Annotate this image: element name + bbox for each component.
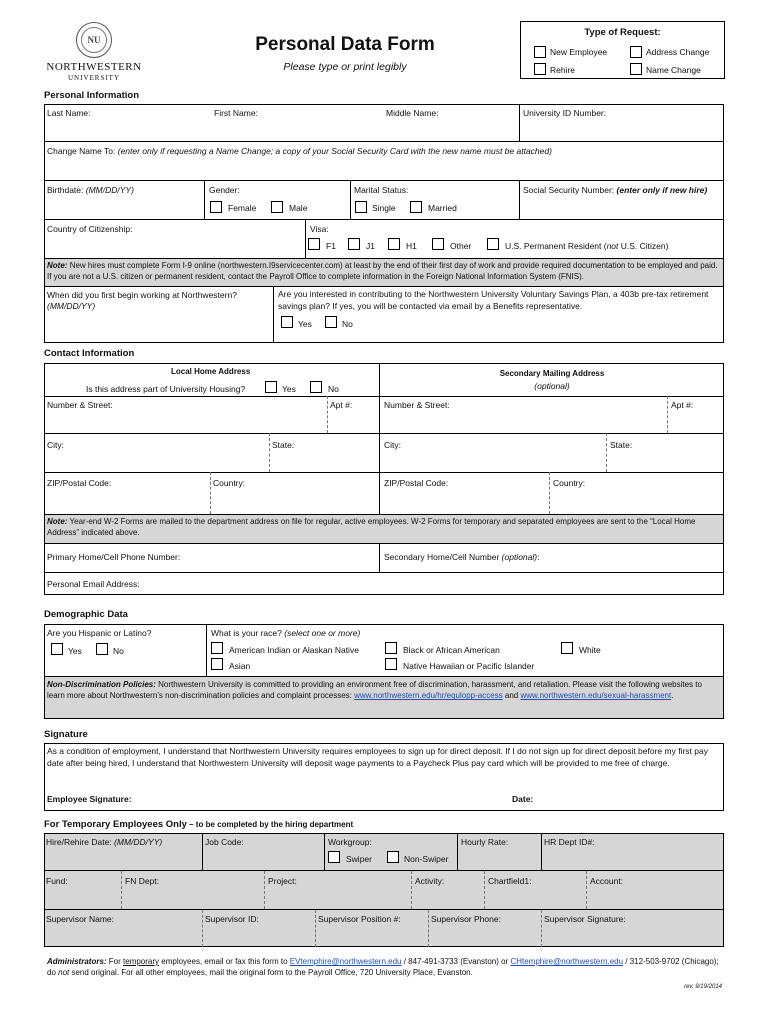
white-checkbox[interactable]: [561, 642, 573, 654]
project-label: Project:: [268, 876, 297, 886]
sexual-harassment-link[interactable]: www.northwestern.edu/sexual-harassment: [520, 691, 672, 701]
visa-other-checkbox[interactable]: [432, 238, 444, 250]
secondary-zip-label: ZIP/Postal Code:: [384, 478, 449, 488]
middle-name-label: Middle Name:: [386, 108, 439, 118]
female-checkbox[interactable]: [210, 201, 222, 213]
american-indian-label: American Indian or Alaskan Native: [229, 645, 359, 655]
northwestern-logo: [44, 22, 144, 83]
savings-plan-question: Are you interested in contributing to the Northwestern University Voluntary Savings Plan, a 403b pre-tax retirement savings plan? If yes, you will be contacted via email by a Benefits representative.: [278, 289, 709, 311]
nondiscrimination-note: Non-Discrimination Policies: Northwestern University is committed to providing an environment free of discrimination, harassment, and retaliation. Please visit the following websites to learn more about Northwestern’s non-discrimination policies and complaint processes: www.northwestern.edu/hr/equlopp-access and www.northwestern.edu/sexual-harassment.: [47, 680, 702, 701]
non-swiper-checkbox[interactable]: [387, 851, 399, 863]
university-seal-icon: NU: [76, 22, 112, 58]
male-label: Male: [289, 203, 308, 213]
demographic-heading: Demographic Data: [44, 609, 128, 620]
name-change-label: Name Change: [646, 65, 701, 75]
temporary-heading: For Temporary Employees Only – to be completed by the hiring department: [44, 819, 354, 830]
fund-label: Fund:: [46, 876, 68, 886]
personal-email-label: Personal Email Address:: [47, 579, 140, 589]
visa-f1-checkbox[interactable]: [308, 238, 320, 250]
single-label: Single: [372, 203, 396, 213]
activity-label: Activity:: [415, 876, 445, 886]
housing-yes-checkbox[interactable]: [265, 381, 277, 393]
first-name-label: First Name:: [214, 108, 258, 118]
citizenship-label: Country of Citizenship:: [47, 224, 133, 234]
local-city-label: City:: [47, 440, 64, 450]
hawaiian-checkbox[interactable]: [385, 658, 397, 670]
request-type-box: [520, 21, 725, 79]
hire-date-label: Hire/Rehire Date: (MM/DD/YY): [46, 837, 163, 847]
black-label: Black or African American: [403, 645, 500, 655]
local-address-title: Local Home Address: [171, 367, 251, 376]
hr-dept-id-label: HR Dept ID#:: [544, 837, 595, 847]
personal-info-heading: Personal Information: [44, 90, 140, 101]
secondary-street-label: Number & Street:: [384, 400, 450, 410]
gender-label: Gender:: [209, 185, 240, 195]
hispanic-yes-label: Yes: [68, 646, 82, 656]
marital-status-label: Marital Status:: [354, 185, 409, 195]
local-street-label: Number & Street:: [47, 400, 113, 410]
signature-date-label: Date:: [512, 794, 534, 804]
visa-h1-label: H1: [406, 241, 417, 251]
ssn-label: Social Security Number: (enter only if new hire): [523, 185, 708, 195]
visa-other-label: Other: [450, 241, 472, 251]
i9-note: Note: New hires must complete Form I-9 online (northwestern.I9servicecenter.com) at least by the end of their first day of work and provide required documentation to be employed and paid. If you are not a U.S. citizen or permanent resident, contact the Payroll Office to complete information in the Foreign National Information System (FNIS).: [47, 261, 718, 282]
race-question: What is your race? (select one or more): [211, 628, 361, 638]
evanston-email-link[interactable]: EVtemphire@northwestern.edu: [289, 957, 402, 966]
swiper-label: Swiper: [346, 854, 372, 864]
workgroup-label: Workgroup:: [328, 837, 372, 847]
white-label: White: [579, 645, 601, 655]
new-employee-checkbox[interactable]: [534, 46, 546, 58]
change-name-label: Change Name To: (enter only if requesting a Name Change; a copy of your Social Security Card with the new name must be attached): [47, 146, 552, 156]
housing-no-checkbox[interactable]: [310, 381, 322, 393]
start-date-question: When did you first begin working at Northwestern?: [47, 290, 237, 300]
asian-checkbox[interactable]: [211, 658, 223, 670]
visa-j1-checkbox[interactable]: [348, 238, 360, 250]
married-label: Married: [428, 203, 457, 213]
equal-opportunity-link[interactable]: www.northwestern.edu/hr/equlopp-access: [354, 691, 503, 701]
birthdate-label: Birthdate: (MM/DD/YY): [47, 185, 134, 195]
chicago-email-link[interactable]: CHtemphire@northwestern.edu: [510, 957, 624, 966]
request-type-title: Type of Request:: [584, 27, 661, 38]
swiper-checkbox[interactable]: [328, 851, 340, 863]
supervisor-phone-label: Supervisor Phone:: [431, 914, 501, 924]
fn-dept-label: FN Dept:: [125, 876, 160, 886]
housing-yes-label: Yes: [282, 384, 296, 394]
employee-signature-label: Employee Signature:: [47, 794, 132, 804]
savings-yes-label: Yes: [298, 319, 312, 329]
address-change-checkbox[interactable]: [630, 46, 642, 58]
supervisor-signature-label: Supervisor Signature:: [544, 914, 626, 924]
account-label: Account:: [590, 876, 624, 886]
supervisor-position-label: Supervisor Position #:: [318, 914, 401, 924]
savings-no-label: No: [342, 319, 353, 329]
savings-no-checkbox[interactable]: [325, 316, 337, 328]
asian-label: Asian: [229, 661, 251, 671]
married-checkbox[interactable]: [410, 201, 422, 213]
administrators-note: Administrators: For temporary employees, email or fax this form to EVtemphire@northwestern.edu / 847-491-3733 (Evanston) or CHtemphire@northwestern.edu / 312-503-9702 (Chicago); do not send original. For all other employees, mail the original form to the Payroll Office, 720 University Place, Evanston.: [47, 957, 719, 978]
savings-yes-checkbox[interactable]: [281, 316, 293, 328]
visa-h1-checkbox[interactable]: [388, 238, 400, 250]
last-name-label: Last Name:: [47, 108, 91, 118]
local-apt-label: Apt #:: [330, 400, 353, 410]
secondary-address-optional: (optional): [534, 381, 570, 391]
hispanic-question: Are you Hispanic or Latino?: [47, 628, 152, 638]
visa-f1-label: F1: [326, 241, 336, 251]
secondary-city-label: City:: [384, 440, 401, 450]
page-subtitle: Please type or print legibly: [283, 61, 407, 73]
american-indian-checkbox[interactable]: [211, 642, 223, 654]
single-checkbox[interactable]: [355, 201, 367, 213]
secondary-country-label: Country:: [553, 478, 586, 488]
direct-deposit-statement: As a condition of employment, I understand that Northwestern University requires employees to sign up for direct deposit. If I do not sign up for direct deposit before my first pay date after being hired, I understand that Northwestern University will deposit wage payments to a Paycheck Plus pay card which will be provided to me free of charge.: [47, 746, 708, 768]
chartfield-label: Chartfield1:: [488, 876, 532, 886]
revision-date: rev. 9/19/2014: [684, 984, 722, 990]
university-id-label: University ID Number:: [523, 108, 607, 118]
rehire-checkbox[interactable]: [534, 63, 546, 75]
hispanic-yes-checkbox[interactable]: [51, 643, 63, 655]
female-label: Female: [228, 203, 257, 213]
visa-label: Visa:: [310, 224, 329, 234]
secondary-address-title: Secondary Mailing Address: [499, 369, 605, 378]
local-state-label: State:: [272, 440, 295, 450]
hourly-rate-label: Hourly Rate:: [461, 837, 509, 847]
hispanic-no-checkbox[interactable]: [96, 643, 108, 655]
visa-j1-label: J1: [366, 241, 375, 251]
hispanic-no-label: No: [113, 646, 124, 656]
name-change-checkbox[interactable]: [630, 63, 642, 75]
address-change-label: Address Change: [646, 47, 710, 57]
w2-note: Note: Year-end W-2 Forms are mailed to the department address on file for regular, active employees. W-2 Forms for temporary and separated employees are sent to the “Local Home Address” indicated above.: [47, 517, 696, 538]
primary-phone-label: Primary Home/Cell Phone Number:: [47, 552, 181, 562]
housing-no-label: No: [328, 384, 339, 394]
logo-sub: UNIVERSITY: [68, 74, 120, 83]
secondary-apt-label: Apt #:: [671, 400, 694, 410]
secondary-state-label: State:: [610, 440, 633, 450]
black-checkbox[interactable]: [385, 642, 397, 654]
housing-question: Is this address part of University Housing?: [86, 384, 246, 394]
supervisor-name-label: Supervisor Name:: [46, 914, 115, 924]
signature-heading: Signature: [44, 729, 88, 740]
local-zip-label: ZIP/Postal Code:: [47, 478, 112, 488]
supervisor-id-label: Supervisor ID:: [205, 914, 259, 924]
new-employee-label: New Employee: [550, 47, 608, 57]
rehire-label: Rehire: [550, 65, 576, 75]
permanent-resident-checkbox[interactable]: [487, 238, 499, 250]
start-date-format: (MM/DD/YY): [47, 301, 96, 311]
local-country-label: Country:: [213, 478, 246, 488]
secondary-phone-label: Secondary Home/Cell Number (optional):: [384, 552, 540, 562]
male-checkbox[interactable]: [271, 201, 283, 213]
logo-name: NORTHWESTERN: [46, 61, 142, 73]
non-swiper-label: Non-Swiper: [404, 854, 449, 864]
hawaiian-label: Native Hawaiian or Pacific Islander: [403, 661, 535, 671]
permanent-resident-label: U.S. Permanent Resident (not U.S. Citizen): [505, 241, 669, 251]
job-code-label: Job Code:: [205, 837, 244, 847]
page-title: Personal Data Form: [255, 34, 435, 55]
contact-info-heading: Contact Information: [44, 348, 135, 359]
